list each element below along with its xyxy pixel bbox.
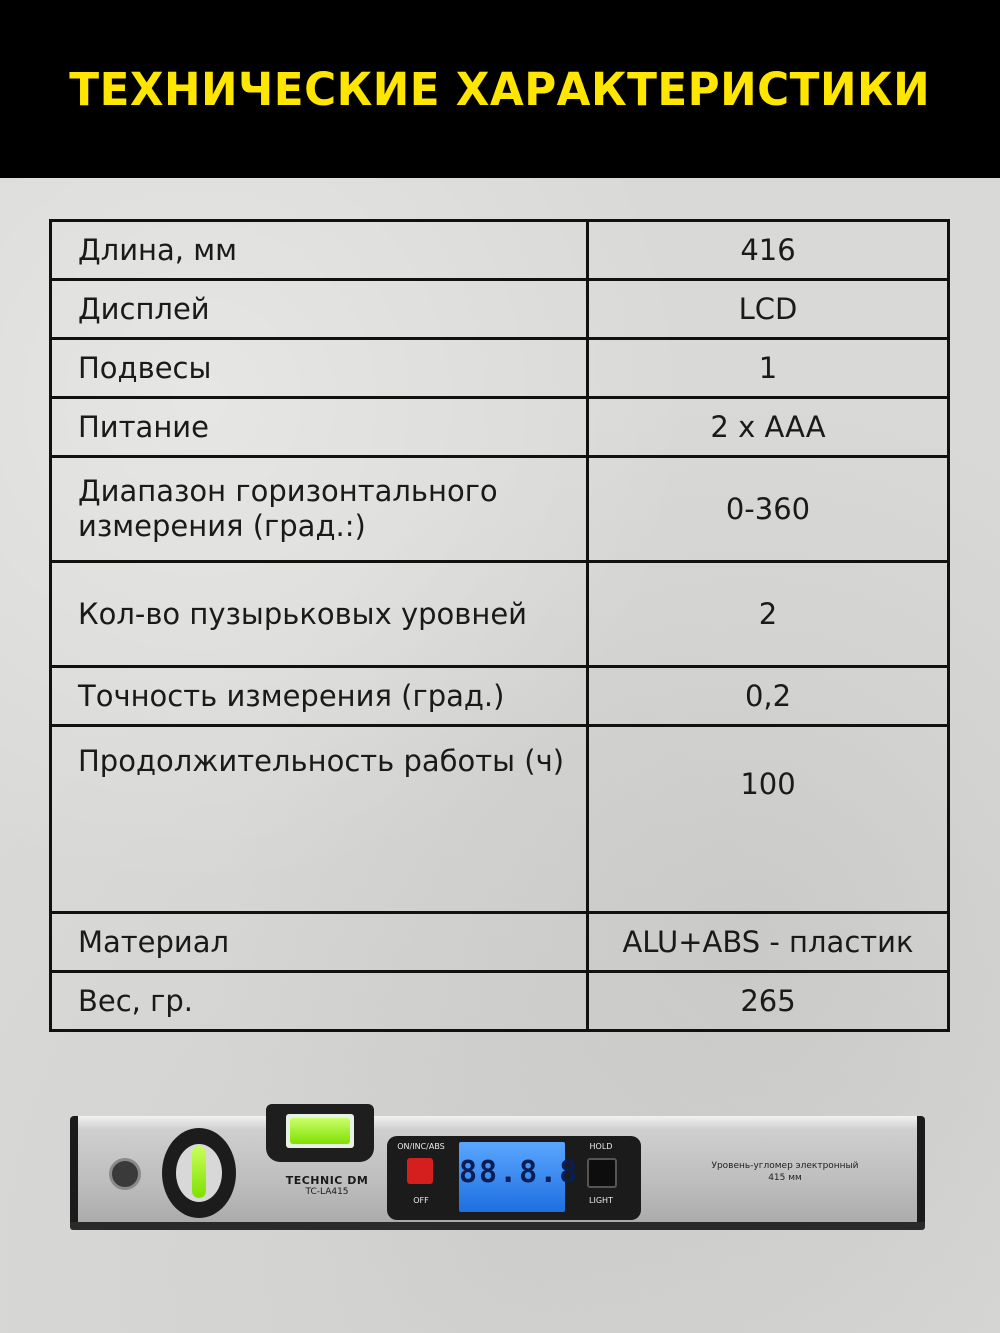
brand-name: TECHNIC DM	[285, 1174, 369, 1187]
spec-value: 100	[588, 726, 949, 913]
specs-table	[49, 219, 950, 1032]
product-caption	[695, 1160, 875, 1184]
table-row	[51, 280, 949, 339]
spec-label: Дисплей	[51, 280, 588, 339]
spec-value: 265	[588, 972, 949, 1031]
spec-label: Длина, мм	[51, 221, 588, 280]
spec-label: Диапазон горизонтального измерения (град.:)	[51, 457, 588, 562]
off-button-label: OFF	[413, 1196, 429, 1205]
hold-button-label: HOLD	[589, 1142, 613, 1151]
hang-hole-icon	[109, 1158, 141, 1190]
hold-button	[587, 1158, 617, 1188]
spec-label: Питание	[51, 398, 588, 457]
table-row	[51, 726, 949, 913]
spec-value: 0,2	[588, 667, 949, 726]
power-button	[407, 1158, 433, 1184]
lcd-display	[459, 1142, 580, 1212]
spec-label: Кол-во пузырьковых уровней	[51, 562, 588, 667]
table-row	[51, 339, 949, 398]
spec-label: Продолжительность работы (ч)	[51, 726, 588, 913]
spec-label: Подвесы	[51, 339, 588, 398]
table-row	[51, 972, 949, 1031]
caption-line-2: 415 мм	[768, 1173, 802, 1183]
lcd-digits: 88.8.8	[459, 1155, 580, 1190]
spec-value: 2	[588, 562, 949, 667]
level-base	[70, 1222, 925, 1230]
model-number: TC-LA415	[305, 1187, 349, 1197]
product-brand	[284, 1174, 370, 1197]
page-title: ТЕХНИЧЕСКИЕ ХАРАКТЕРИСТИКИ	[69, 62, 931, 116]
header-banner	[0, 0, 1000, 178]
spec-value: 1	[588, 339, 949, 398]
product-image-spirit-level	[70, 1108, 925, 1230]
light-button-label: LIGHT	[589, 1196, 613, 1205]
spec-label: Точность измерения (град.)	[51, 667, 588, 726]
spec-label: Материал	[51, 913, 588, 972]
spec-label: Вес, гр.	[51, 972, 588, 1031]
spec-value: 0-360	[588, 457, 949, 562]
table-row	[51, 913, 949, 972]
horizontal-vial-icon	[266, 1104, 374, 1162]
on-button-label: ON/INC/ABS	[397, 1142, 445, 1151]
control-panel	[387, 1136, 641, 1220]
table-row	[51, 457, 949, 562]
spec-value: 2 x AAA	[588, 398, 949, 457]
caption-line-1: Уровень-угломер электронный	[711, 1161, 859, 1171]
spec-value: LCD	[588, 280, 949, 339]
spec-value: ALU+ABS - пластик	[588, 913, 949, 972]
spec-value: 416	[588, 221, 949, 280]
table-row	[51, 221, 949, 280]
table-row	[51, 398, 949, 457]
table-row	[51, 562, 949, 667]
table-row	[51, 667, 949, 726]
vertical-vial-icon	[162, 1128, 236, 1218]
